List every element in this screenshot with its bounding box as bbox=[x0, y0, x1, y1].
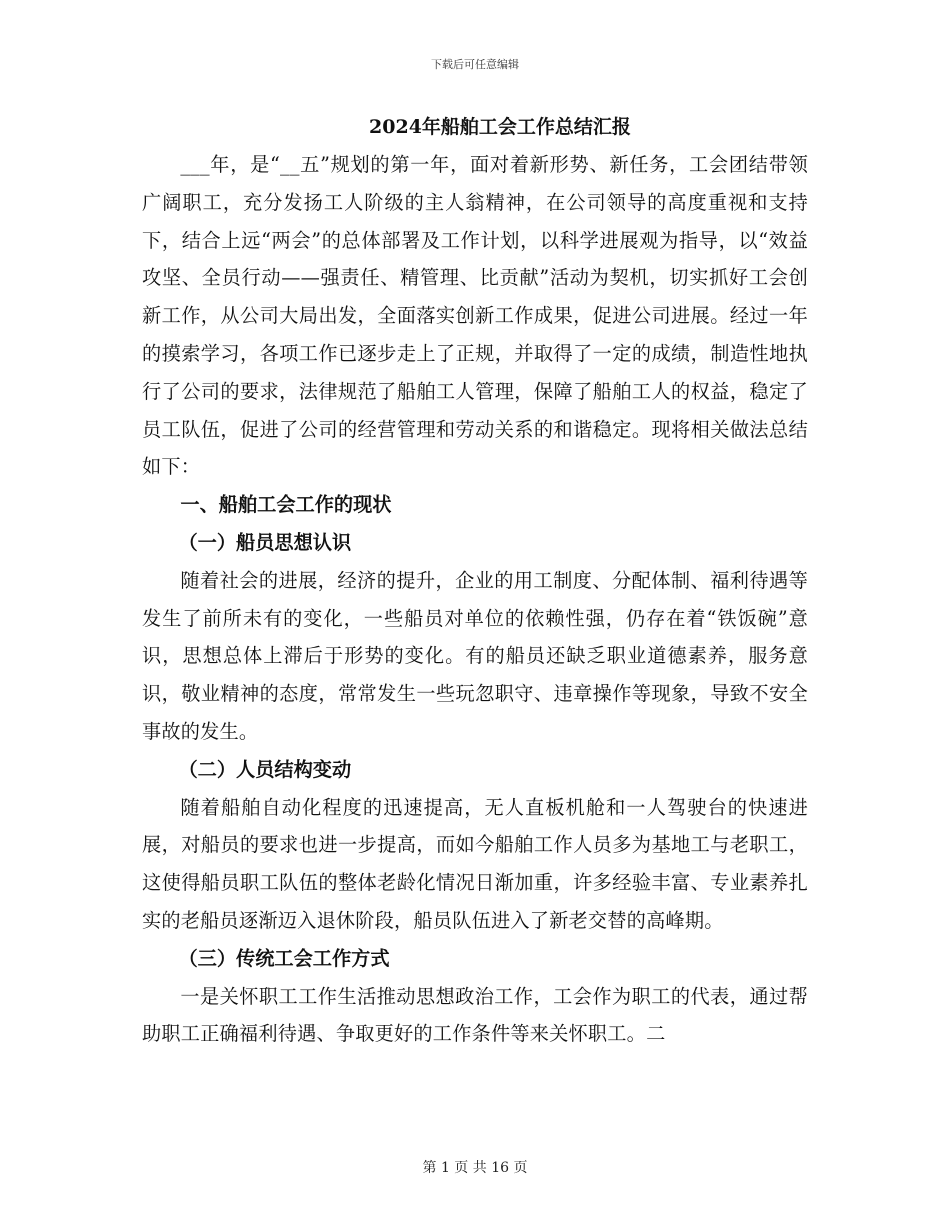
subsection-heading-3: （三）传统工会工作方式 bbox=[178, 946, 390, 970]
page-number-footer: 第 1 页 共 16 页 bbox=[422, 1160, 528, 1176]
subsection-paragraph-1: 随着社会的进展，经济的提升，企业的用工制度、分配体制、福利待遇等发生了前所未有的变化，一些船员对单位的依赖性强，仍存在着“铁饭碗”意识，思想总体上滞后于形势的变化。有的船员还缺乏职业道德素养，服务意识，敬业精神的态度，常常发生一些玩忽职守、违章操作等现象，导致不安全事故的发生。 bbox=[142, 568, 808, 743]
subsection-heading-1: （一）船员思想认识 bbox=[178, 530, 352, 554]
document-title: 2024年船舶工会工作总结汇报 bbox=[369, 116, 631, 138]
document-body bbox=[142, 112, 808, 1053]
subsection-paragraph-2: 随着船舶自动化程度的迅速提高，无人直板机舱和一人驾驶台的快速进展，对船员的要求也进一步提高，而如今船舶工作人员多为基地工与老职工，这使得船员职工队伍的整体老龄化情况日渐加重，许多经验丰富、专业素养扎实的老船员逐渐迈入退休阶段，船员队伍进入了新老交替的高峰期。 bbox=[142, 795, 808, 932]
page-header-note: 下载后可任意编辑 bbox=[431, 58, 519, 71]
intro-paragraph: ___年，是“__五”规划的第一年，面对着新形势、新任务，工会团结带领广阔职工，充分发扬工人阶级的主人翁精神，在公司领导的高度重视和支持下，结合上远“两会”的总体部署及工作计划，以科学进展观为指导，以“效益攻坚、全员行动——强责任、精管理、比贡献”活动为契机，切实抓好工会创新工作，从公司大局出发，全面落实创新工作成果，促进公司进展。经过一年的摸索学习，各项工作已逐步走上了正规，并取得了一定的成绩，制造性地执行了公司的要求，法律规范了船舶工人管理，保障了船舶工人的权益，稳定了员工队伍，促进了公司的经营管理和劳动关系的和谐稳定。现将相关做法总结如下： bbox=[142, 153, 808, 479]
section-heading-1: 一、船舶工会工作的现状 bbox=[180, 493, 392, 517]
subsection-heading-2: （二）人员结构变动 bbox=[178, 757, 352, 781]
subsection-paragraph-3: 一是关怀职工工作生活推动思想政治工作，工会作为职工的代表，通过帮助职工正确福利待遇、争取更好的工作条件等来关怀职工。二 bbox=[142, 984, 808, 1046]
